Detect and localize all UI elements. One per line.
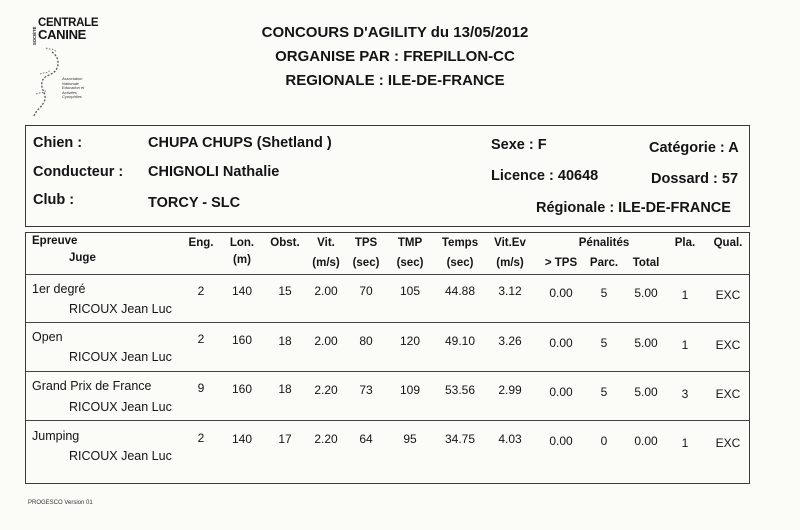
row1-total: 5.00 — [634, 286, 658, 300]
col-header-vitev-unit: (m/s) — [496, 257, 524, 269]
row3-pla: 3 — [681, 387, 689, 401]
row1-lon: 140 — [231, 284, 253, 298]
col-header-epreuve: Epreuve — [32, 235, 78, 247]
logo-line-2: CANINE — [38, 27, 87, 42]
row1-qual: EXC — [715, 288, 741, 302]
col-header-temps-unit: (sec) — [446, 257, 474, 269]
contest-title: CONCOURS D'AGILITY du 13/05/2012 — [261, 24, 529, 41]
row4-obst: 17 — [278, 432, 292, 446]
row2-parc: 5 — [600, 336, 608, 350]
row2-tmp: 120 — [399, 334, 421, 348]
row2-obst: 18 — [278, 334, 292, 348]
col-header-parc: Parc. — [589, 257, 619, 269]
row4-vitev: 4.03 — [498, 432, 522, 446]
row2-epreuve: Open — [32, 330, 63, 344]
row4-total: 0.00 — [634, 434, 658, 448]
col-header-eng: Eng. — [188, 237, 214, 249]
results-table — [25, 232, 750, 484]
conducteur-value: CHIGNOLI Nathalie — [148, 164, 280, 180]
logo-wordmark — [38, 18, 98, 40]
col-header-vit: Vit. — [317, 237, 335, 249]
row3-eng: 9 — [197, 381, 205, 395]
row1-divider — [26, 322, 749, 323]
col-header-lon: Lon. — [229, 237, 255, 249]
col-header-lon-unit: (m) — [233, 254, 251, 266]
dossard: Dossard : 57 — [651, 171, 739, 187]
header-divider — [26, 274, 749, 275]
row1-epreuve: 1er degré — [32, 282, 86, 296]
regionale: Régionale : ILE-DE-FRANCE — [536, 200, 731, 216]
row3-parc: 5 — [600, 385, 608, 399]
row2-temps: 49.10 — [444, 334, 476, 348]
row1-obst: 15 — [278, 284, 292, 298]
row3-vit: 2.20 — [314, 383, 338, 397]
row1-juge: RICOUX Jean Luc — [69, 302, 172, 316]
row2-lon: 160 — [231, 333, 253, 347]
row4-vit: 2.20 — [314, 432, 338, 446]
col-header-qual: Qual. — [713, 237, 743, 249]
row2-vitev: 3.26 — [498, 334, 522, 348]
row4-gt-tps: 0.00 — [549, 434, 573, 448]
row4-temps: 34.75 — [444, 432, 476, 446]
row1-temps: 44.88 — [444, 284, 476, 298]
row1-vitev: 3.12 — [498, 284, 522, 298]
row4-pla: 1 — [681, 436, 689, 450]
logo-tagline: Association Nationale Education et Activités Cynophiles — [62, 76, 85, 100]
document-header — [200, 24, 590, 96]
row3-tmp: 109 — [399, 383, 421, 397]
logo-line-1: CENTRALE — [38, 17, 99, 29]
row4-tmp: 95 — [403, 432, 417, 446]
col-header-tmp-unit: (sec) — [396, 257, 424, 269]
col-header-pla: Pla. — [674, 237, 696, 249]
row1-tps: 70 — [359, 284, 373, 298]
row3-juge: RICOUX Jean Luc — [69, 400, 172, 414]
row1-eng: 2 — [197, 284, 205, 298]
row2-total: 5.00 — [634, 336, 658, 350]
organizer: ORGANISE PAR : FREPILLON-CC — [275, 48, 515, 65]
club-label: Club : — [33, 192, 75, 208]
col-header-total: Total — [632, 257, 660, 269]
row3-gt-tps: 0.00 — [549, 385, 573, 399]
col-header-penalites: Pénalités — [578, 237, 630, 249]
col-header-tmp: TMP — [397, 237, 423, 249]
row2-divider — [26, 371, 749, 372]
col-header-obst: Obst. — [270, 237, 300, 249]
row4-qual: EXC — [715, 436, 741, 450]
row2-pla: 1 — [681, 338, 689, 352]
sexe: Sexe : F — [491, 137, 547, 153]
row4-tps: 64 — [359, 432, 373, 446]
chien-label: Chien : — [33, 135, 83, 151]
row3-epreuve: Grand Prix de France — [32, 379, 152, 393]
col-header-temps: Temps — [441, 237, 479, 249]
row2-gt-tps: 0.00 — [549, 336, 573, 350]
row4-parc: 0 — [600, 434, 608, 448]
row3-qual: EXC — [715, 387, 741, 401]
row3-lon: 160 — [231, 382, 253, 396]
row3-divider — [26, 420, 749, 421]
scc-logo — [26, 17, 99, 128]
row1-pla: 1 — [681, 288, 689, 302]
row2-qual: EXC — [715, 338, 741, 352]
row2-vit: 2.00 — [314, 334, 338, 348]
club-value: TORCY - SLC — [148, 195, 241, 211]
row1-gt-tps: 0.00 — [549, 286, 573, 300]
regional: REGIONALE : ILE-DE-FRANCE — [285, 72, 505, 89]
row1-tmp: 105 — [399, 284, 421, 298]
row4-lon: 140 — [231, 432, 253, 446]
categorie: Catégorie : A — [649, 140, 739, 156]
licence: Licence : 40648 — [491, 168, 599, 184]
chien-value: CHUPA CHUPS (Shetland ) — [148, 135, 332, 151]
col-header-juge: Juge — [69, 252, 96, 264]
row1-vit: 2.00 — [314, 284, 338, 298]
row4-epreuve: Jumping — [32, 429, 80, 443]
row4-juge: RICOUX Jean Luc — [69, 449, 172, 463]
row3-obst: 18 — [278, 382, 292, 396]
col-header-vitev: Vit.Ev — [494, 237, 526, 249]
row3-vitev: 2.99 — [498, 383, 522, 397]
row4-eng: 2 — [197, 431, 205, 445]
col-header-gt-tps: > TPS — [544, 257, 578, 269]
row3-tps: 73 — [359, 383, 373, 397]
row3-temps: 53.56 — [444, 383, 476, 397]
svg-text:SOCIÉTÉ: SOCIÉTÉ — [32, 26, 37, 45]
col-header-tps: TPS — [354, 237, 378, 249]
col-header-vit-unit: (m/s) — [312, 257, 340, 269]
row1-parc: 5 — [600, 286, 608, 300]
software-version: PROGESCO Version 01 — [28, 500, 93, 506]
logo-vertical-text — [32, 22, 37, 46]
row2-juge: RICOUX Jean Luc — [69, 350, 172, 364]
conducteur-label: Conducteur : — [33, 164, 124, 180]
col-header-tps-unit: (sec) — [352, 257, 380, 269]
row3-total: 5.00 — [634, 385, 658, 399]
row2-eng: 2 — [197, 332, 205, 346]
row2-tps: 80 — [359, 334, 373, 348]
dog-info-box — [25, 125, 750, 227]
